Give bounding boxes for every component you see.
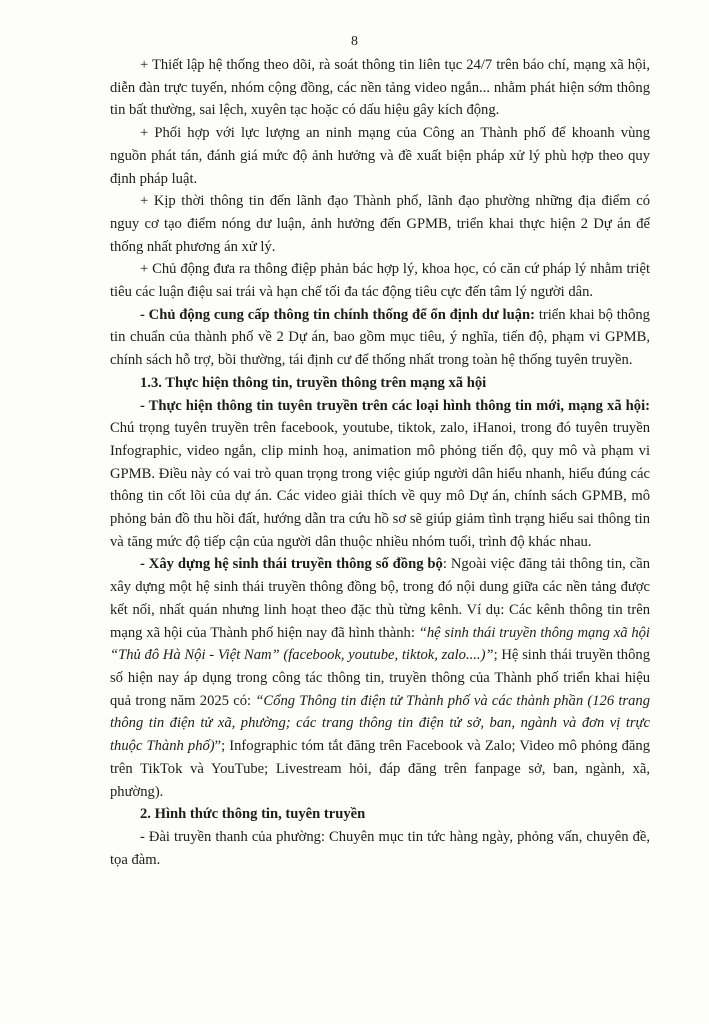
paragraph-text: : Ngoài việc đăng tải thông tin, cần xây dựng một hệ sinh thái truyền thông đồng bộ, trong đó nội dung giữa các nền tảng được kết nối, nhất quán nhưng linh hoạt theo đặc thù từng kênh. Ví dụ: Các kênh thông tin trên mạng xã hội của Thành phố hiện nay đã hình thành: bbox=[110, 556, 650, 641]
paragraph-lead: - Xây dựng hệ sinh thái truyền thông số đồng bộ bbox=[140, 556, 443, 573]
paragraph-lead: - Thực hiện thông tin tuyên truyền trên các loại hình thông tin mới, mạng xã hội: bbox=[140, 397, 650, 414]
paragraph-text: ; Hệ sinh thái truyền thông số hiện nay áp dụng trong công tác thông tin, truyền thông của Thành phố triển khai hiệu quả trong năm 2025 có: bbox=[110, 647, 650, 709]
paragraph-rebuttal: + Chủ động đưa ra thông điệp phản bác hợp lý, khoa học, có căn cứ pháp lý nhằm triệt tiêu các luận điệu sai trái và hạn chế tối đa tác động tiêu cực đến tâm lý người dân. bbox=[110, 261, 650, 301]
paragraph-leadership-report: + Kịp thời thông tin đến lãnh đạo Thành phố, lãnh đạo phường những địa điểm có nguy cơ tạo điểm nóng dư luận, ảnh hưởng đến GPMB, triển khai thực hiện 2 Dự án để thống nhất phương án xử lý. bbox=[110, 193, 650, 255]
paragraph-social-media bbox=[110, 395, 650, 554]
paragraph-official-info bbox=[110, 304, 650, 372]
paragraph-monitoring: + Thiết lập hệ thống theo dõi, rà soát thông tin liên tục 24/7 trên báo chí, mạng xã hội, diễn đàn trực tuyến, nhóm cộng đồng, các nền tảng video ngắn... nhằm phát hiện sớm thông tin bất thường, sai lệch, xuyên tạc hoặc có dấu hiệu gây kích động. bbox=[110, 57, 650, 119]
paragraph-text: ”; Infographic tóm tắt đăng trên Facebook và Zalo; Video mô phỏng đăng trên TikTok và YouTube; Livestream hỏi, đáp đăng trên fanpage sở, ban, ngành, xã, phường). bbox=[110, 738, 650, 800]
paragraph-italic-quote: “Cổng Thông tin điện tử Thành phố và các thành phần (126 trang thông tin điện tử xã, phường; các trang thông tin điện tử sở, ban, ngành và đơn vị trực thuộc Thành phố) bbox=[110, 692, 651, 755]
section-heading-1-3: 1.3. Thực hiện thông tin, truyền thông trên mạng xã hội bbox=[140, 374, 487, 391]
paragraph-text: triển khai bộ thông tin chuẩn của thành phố về 2 Dự án, bao gồm mục tiêu, ý nghĩa, tiến độ, phạm vi GPMB, chính sách hỗ trợ, bồi thường, tái định cư để thống nhất trong toàn hệ thống tuyên truyền. bbox=[110, 306, 650, 369]
paragraph-digital-ecosystem bbox=[110, 553, 650, 803]
paragraph-radio: - Đài truyền thanh của phường: Chuyên mục tin tức hàng ngày, phỏng vấn, chuyên đề, tọa đàm. bbox=[110, 828, 650, 868]
section-heading-2: 2. Hình thức thông tin, tuyên truyền bbox=[140, 806, 366, 823]
document-body bbox=[110, 54, 650, 871]
paragraph-coordination: + Phối hợp với lực lượng an ninh mạng của Công an Thành phố để khoanh vùng nguồn phát tán, đánh giá mức độ ảnh hưởng và đề xuất biện pháp xử lý phù hợp theo quy định pháp luật. bbox=[110, 125, 650, 187]
paragraph-text: Chú trọng tuyên truyền trên facebook, youtube, tiktok, zalo, iHanoi, trong đó tuyên truyền Infographic, video ngắn, clip minh hoạ, animation mô phỏng tiến độ, quy mô và phạm vi GPMB. Điều này có vai trò quan trọng trong việc giúp người dân hiểu nhanh, hiểu đúng các thông tin cốt lõi của dự án. Các video giải thích về quy mô Dự án, chính sách GPMB, mô phỏng bản đồ thu hồi đất, hướng dẫn tra cứu hồ sơ sẽ giúp giảm tình trạng hiểu sai thông tin và tăng mức độ tiếp cận của người dân thuộc nhiều nhóm tuổi, trình độ khác nhau. bbox=[110, 420, 650, 550]
paragraph-italic-quote: “hệ sinh thái truyền thông mạng xã hội “Thủ đô Hà Nội - Việt Nam” (facebook, youtube, tiktok, zalo....)” bbox=[110, 624, 650, 664]
page-number: 8 bbox=[351, 34, 358, 49]
paragraph-lead: - Chủ động cung cấp thông tin chính thống để ổn định dư luận: bbox=[140, 306, 535, 323]
